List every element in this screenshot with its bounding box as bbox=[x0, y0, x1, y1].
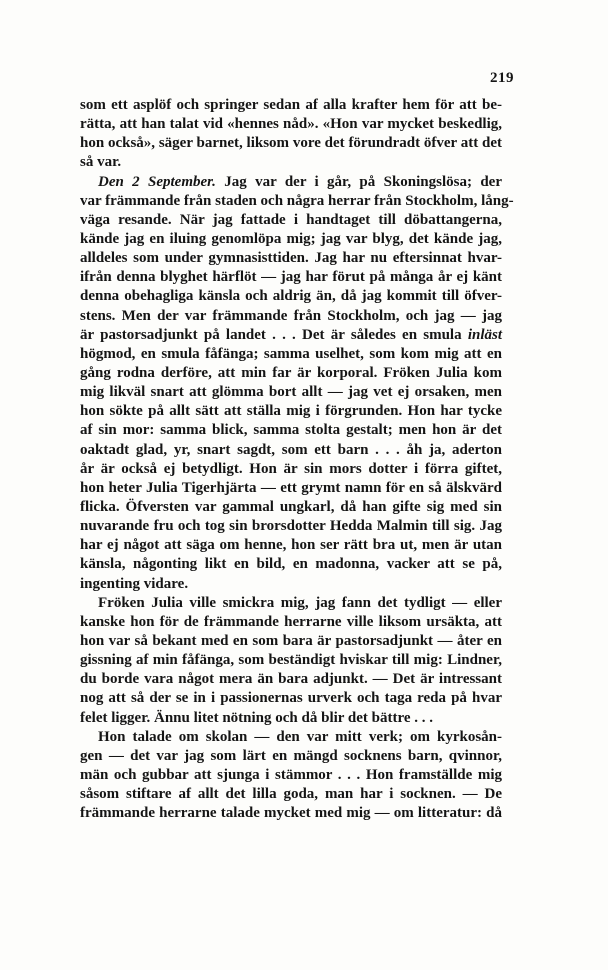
line-text: Hon talade om skolan — den var mitt verk; om kyrkosån- bbox=[98, 728, 502, 745]
text-line bbox=[80, 575, 502, 594]
text-line bbox=[80, 345, 502, 364]
line-text: flicka. Öfversten var gammal ungkarl, då han gifte sig med sin bbox=[80, 498, 502, 515]
line-text: ifrån denna blyghet härflöt — jag har förut på många år ej känt bbox=[80, 269, 502, 286]
line-text: du borde vara något mera än bara adjunkt. — Det är intressant bbox=[80, 671, 502, 688]
text-line bbox=[80, 96, 502, 115]
italic-date: Den 2 September. bbox=[98, 173, 216, 190]
line-text: hon också», säger barnet, liksom vore det förundradt öfver att det bbox=[80, 135, 502, 152]
text-line bbox=[80, 287, 502, 306]
text-line bbox=[80, 307, 502, 326]
line-text: Fröken Julia ville smickra mig, jag fann det tydligt — eller bbox=[98, 594, 502, 611]
line-text: gissning af min fåfänga, som beständigt hviskar till mig: Lindner, bbox=[80, 652, 502, 669]
italic-word: inläst bbox=[467, 326, 502, 343]
line-text: hon var så bekant med en som bara är pastorsadjunkt — åter en bbox=[80, 632, 502, 649]
line-text: rätta, att han talat vid «hennes nåd». «Hon var mycket beskedlig, bbox=[80, 116, 502, 133]
text-line bbox=[80, 249, 502, 268]
line-text: stens. Men der var främmande från Stockholm, och jag — jag bbox=[80, 307, 502, 324]
text-line bbox=[80, 153, 502, 172]
text-line bbox=[80, 364, 502, 383]
text-line bbox=[80, 555, 502, 574]
text-line bbox=[80, 421, 502, 440]
text-line bbox=[80, 134, 502, 153]
line-text: väga resande. När jag fattade i handtaget till döbattangerna, bbox=[80, 211, 502, 228]
text-line bbox=[80, 383, 502, 402]
line-text: alldeles som under gymnasisttiden. Jag har nu eftersinnat hvar- bbox=[80, 250, 502, 267]
text-line bbox=[80, 651, 502, 670]
line-text: ingenting vidare. bbox=[80, 575, 189, 592]
text-line bbox=[80, 670, 502, 689]
text-line bbox=[80, 632, 502, 651]
text-line bbox=[80, 173, 502, 192]
text-line bbox=[80, 689, 502, 708]
line-text: så var. bbox=[80, 154, 122, 171]
line-text: år är också ej betydligt. Hon är sin mors dotter i förra giftet, bbox=[80, 460, 502, 477]
text-line bbox=[80, 230, 502, 249]
text-line bbox=[80, 402, 502, 421]
line-text: främmande herrarne talade mycket med mig — om litteratur: då bbox=[80, 805, 502, 822]
text-line bbox=[80, 728, 502, 747]
text-line bbox=[80, 613, 502, 632]
line-text: nuvarande fru och tog sin brorsdotter Hedda Malmin till sig. Jag bbox=[80, 518, 502, 535]
text-line bbox=[80, 766, 502, 785]
text-line bbox=[80, 498, 502, 517]
line-text: högmod, en smula fåfänga; samma uselhet, som kom mig att en bbox=[80, 345, 502, 362]
line-text: känsla, någonting likt en bild, en madonna, vacker att se på, bbox=[80, 556, 502, 573]
line-text: hon sökte på allt sätt att ställa mig i förgrunden. Hon har tycke bbox=[80, 403, 502, 420]
text-line bbox=[80, 479, 502, 498]
line-text: har ej något att säga om henne, hon ser rätt bra ut, men är utan bbox=[80, 537, 502, 554]
text-line bbox=[80, 441, 502, 460]
text-line bbox=[80, 192, 514, 211]
text-line bbox=[80, 536, 502, 555]
line-text: kände jag en iluing genomlöpa mig; jag var blyg, det kände jag, bbox=[80, 230, 502, 247]
line-text: af sin mor: samma blick, samma stolta gestalt; men hon är det bbox=[80, 422, 502, 439]
line-text: kanske hon för de främmande herrarne ville liksom ursäkta, att bbox=[80, 613, 502, 630]
text-line bbox=[80, 747, 502, 766]
line-text: gång rodna derföre, att min far är korporal. Fröken Julia kom bbox=[80, 364, 502, 381]
line-text: mig likväl snart att glömma bort allt — jag vet ej orsaken, men bbox=[80, 384, 502, 401]
text-line bbox=[80, 460, 502, 479]
line-text: män och gubbar att sjunga i stämmor . . . Hon framställde mig bbox=[80, 766, 502, 783]
line-text: oaktadt glad, yr, snart sagdt, som ett barn . . . åh ja, aderton bbox=[80, 441, 502, 458]
text-line bbox=[80, 211, 502, 230]
text-line bbox=[80, 268, 502, 287]
line-text: gen — det var jag som lärt en mängd socknens barn, qvinnor, bbox=[80, 747, 502, 764]
text-line bbox=[80, 326, 502, 345]
text-line bbox=[80, 709, 502, 728]
body-text bbox=[80, 96, 514, 823]
text-line bbox=[80, 115, 502, 134]
line-text: hon heter Julia Tigerhjärta — ett grymt namn för en så älskvärd bbox=[80, 479, 502, 496]
text-line bbox=[80, 517, 502, 536]
line-text: är pastorsadjunkt på landet . . . Det är således en smula bbox=[80, 326, 468, 343]
line-text: var främmande från staden och några herrar från Stockholm, lång- bbox=[80, 192, 514, 209]
line-text: denna obehagliga känsla och aldrig än, då jag kommit till öfver- bbox=[80, 288, 502, 305]
line-text: såsom stiftare af allt det lilla goda, man har i socknen. — De bbox=[80, 786, 502, 803]
line-text: Jag var der i går, på Skoningslösa; der bbox=[215, 173, 502, 190]
line-text: nog att så der se in i passionernas urverk och taga reda på hvar bbox=[80, 690, 502, 707]
text-line bbox=[80, 804, 502, 823]
line-text: felet ligger. Ännu litet nötning och då blir det bättre . . . bbox=[80, 709, 434, 726]
text-line bbox=[80, 785, 502, 804]
line-text: som ett asplöf och springer sedan af alla krafter hem för att be- bbox=[80, 97, 502, 113]
text-line bbox=[80, 594, 502, 613]
page-number: 219 bbox=[490, 70, 514, 86]
